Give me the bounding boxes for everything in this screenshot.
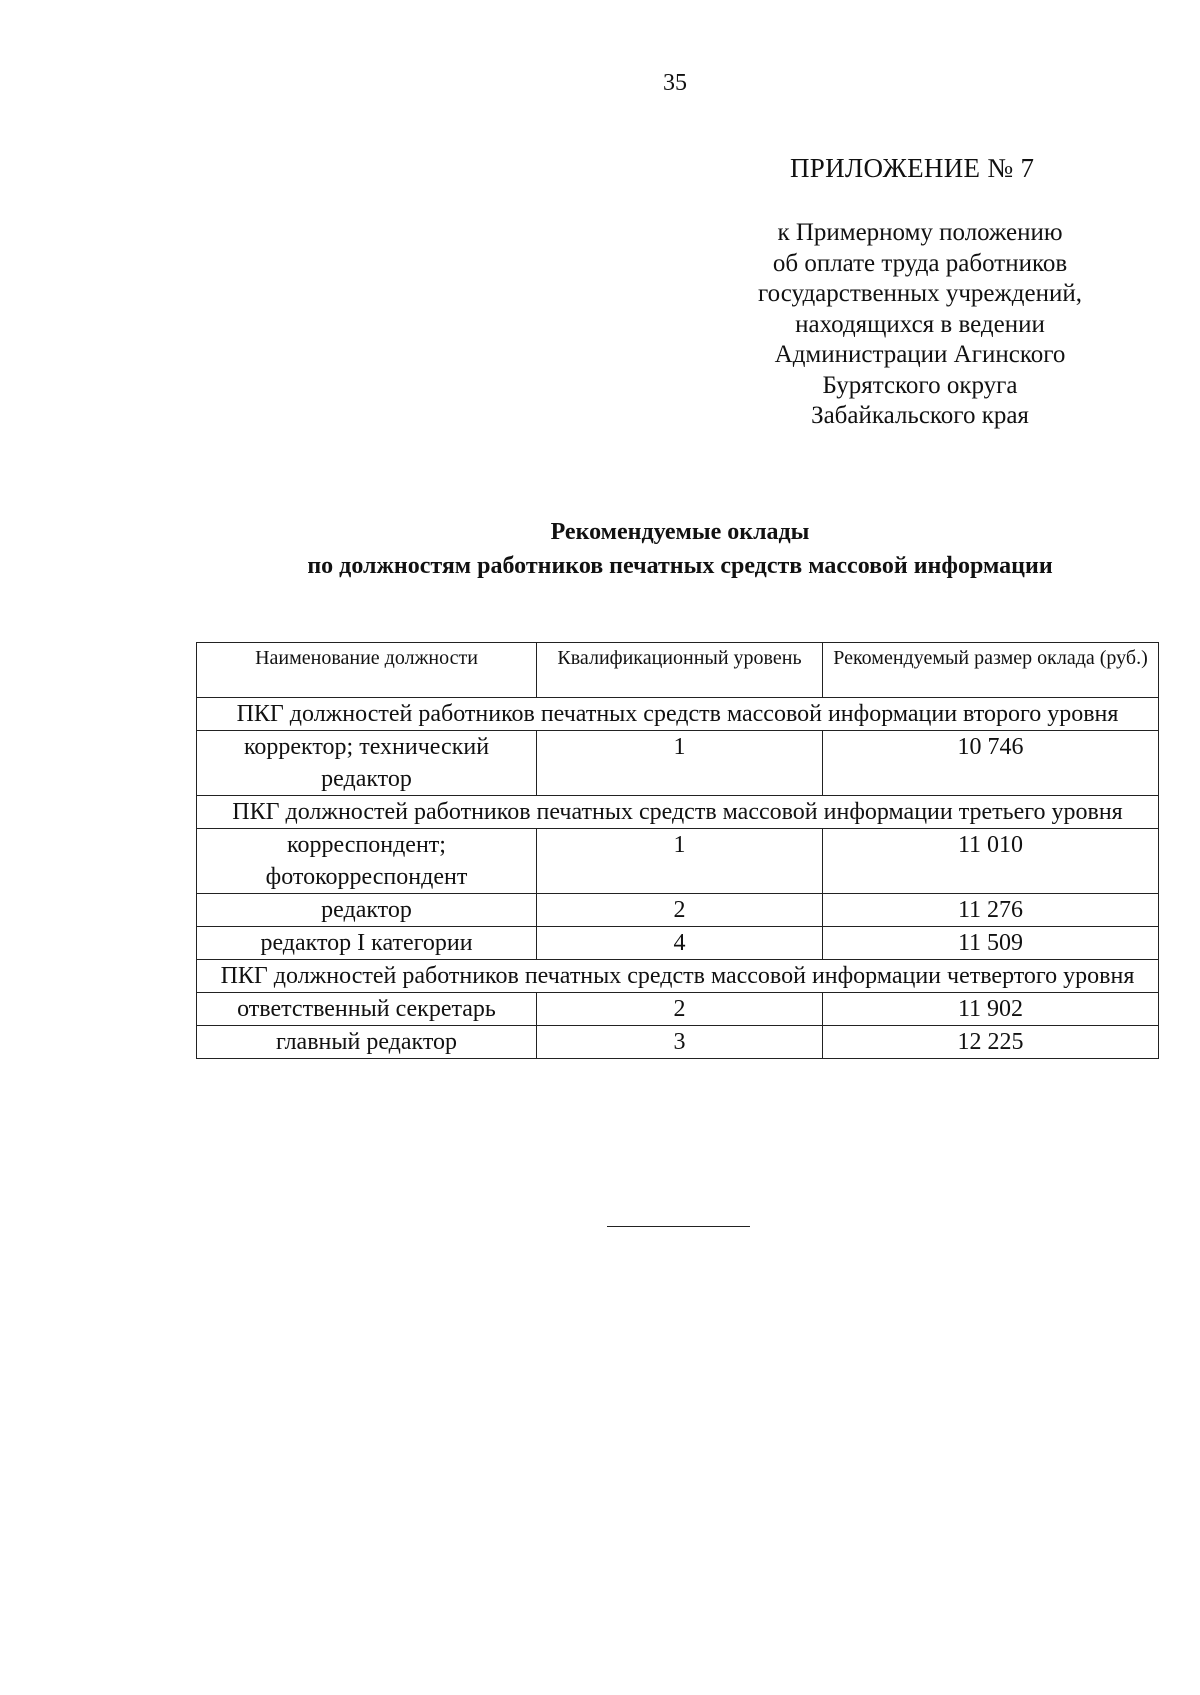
cell-salary: 11 276: [823, 894, 1159, 927]
table-row: [197, 829, 1159, 894]
appendix-reference-line: Забайкальского края: [811, 402, 1029, 429]
table-header-row: [197, 643, 1159, 698]
cell-level: 2: [537, 894, 823, 927]
table-row: [197, 993, 1159, 1026]
cell-position: корректор; технический редактор: [197, 731, 537, 796]
appendix-title: ПРИЛОЖЕНИЕ № 7: [790, 153, 1035, 183]
cell-position: редактор: [197, 894, 537, 927]
page-number: 35: [663, 70, 687, 96]
appendix-reference-line: находящихся в ведении: [795, 310, 1045, 338]
group-title: ПКГ должностей работников печатных средств массовой информации второго уровня: [197, 698, 1159, 731]
appendix-reference-line: Администрации Агинского: [774, 341, 1066, 368]
header-qualification-level: Квалификационный уровень: [537, 643, 823, 698]
header-position: Наименование должности: [197, 643, 537, 698]
table-row: [197, 927, 1159, 960]
cell-salary: 11 902: [823, 993, 1159, 1026]
appendix-reference-line: к Примерному положению: [777, 219, 1063, 246]
appendix-reference-line: Бурятского округа: [822, 371, 1018, 399]
table-row: [197, 894, 1159, 927]
appendix-reference: [720, 218, 1120, 432]
appendix-reference-line: государственных учреждений,: [758, 280, 1082, 307]
cell-position: корреспондент; фотокорреспондент: [197, 829, 537, 894]
cell-salary: 11 509: [823, 927, 1159, 960]
document-title-line: по должностям работников печатных средств массовой информации: [307, 553, 1053, 579]
group-row: [197, 960, 1159, 993]
salary-table: [196, 642, 1159, 1059]
group-row: [197, 796, 1159, 829]
cell-level: 4: [537, 927, 823, 960]
cell-position: редактор I категории: [197, 927, 537, 960]
cell-level: 3: [537, 1026, 823, 1059]
cell-level: 2: [537, 993, 823, 1026]
document-title: [140, 515, 1200, 583]
cell-salary: 12 225: [823, 1026, 1159, 1059]
table-row: [197, 1026, 1159, 1059]
cell-position: ответственный секретарь: [197, 993, 537, 1026]
cell-salary: 11 010: [823, 829, 1159, 894]
end-rule: [607, 1226, 750, 1227]
document-title-line: Рекомендуемые оклады: [550, 519, 810, 545]
group-title: ПКГ должностей работников печатных средств массовой информации четвертого уровня: [197, 960, 1159, 993]
table-row: [197, 731, 1159, 796]
cell-position: главный редактор: [197, 1026, 537, 1059]
group-row: [197, 698, 1159, 731]
cell-level: 1: [537, 829, 823, 894]
cell-level: 1: [537, 731, 823, 796]
cell-salary: 10 746: [823, 731, 1159, 796]
group-title: ПКГ должностей работников печатных средств массовой информации третьего уровня: [197, 796, 1159, 829]
header-salary: Рекомендуемый размер оклада (руб.): [823, 643, 1159, 698]
appendix-reference-line: об оплате труда работников: [772, 249, 1068, 277]
